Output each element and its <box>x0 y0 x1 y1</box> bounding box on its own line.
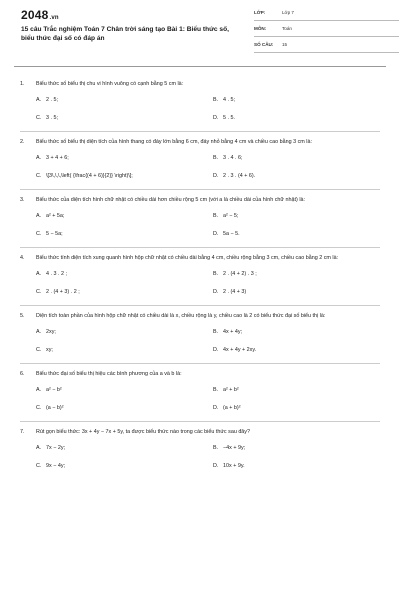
option-text: 3 . 4 . 6; <box>223 155 243 161</box>
answer-option-d[interactable] <box>213 463 245 469</box>
logo-text: 2048 <box>21 8 49 22</box>
question-number: 2. <box>20 139 25 145</box>
question-divider <box>20 305 380 306</box>
answer-option-c[interactable] <box>36 173 133 179</box>
question-number: 4. <box>20 255 25 261</box>
logo-suffix: .vn <box>49 15 59 21</box>
question-stem <box>20 428 380 437</box>
option-text: a² − 5; <box>223 213 239 219</box>
option-letter: C. <box>36 289 42 295</box>
answer-options <box>36 89 380 127</box>
question-divider <box>20 363 380 364</box>
option-letter: D. <box>213 115 219 121</box>
option-text: xy; <box>46 347 53 353</box>
answer-option-d[interactable] <box>213 289 246 295</box>
answer-option-d[interactable] <box>213 173 255 179</box>
option-letter: B. <box>213 155 219 161</box>
option-text: 9x − 4y; <box>46 463 66 469</box>
question-stem <box>20 370 380 379</box>
meta-panel <box>254 6 399 54</box>
option-letter: C. <box>36 347 42 353</box>
meta-label: SỐ CÂU: <box>254 42 274 47</box>
question-divider <box>20 131 380 132</box>
question-number: 6. <box>20 371 25 377</box>
question-item <box>20 254 380 306</box>
option-letter: A. <box>36 445 42 451</box>
question-text: Biểu thức của diện tích hình chữ nhật có chiều dài hơn chiều rộng 5 cm (với a là chiều dài của hình chữ nhật) là: <box>36 197 306 203</box>
answer-options <box>36 437 380 475</box>
answer-option-b[interactable] <box>213 213 238 219</box>
site-logo[interactable] <box>21 8 59 22</box>
option-letter: C. <box>36 231 42 237</box>
answer-option-b[interactable] <box>213 155 242 161</box>
option-text: 10x + 9y. <box>223 463 245 469</box>
meta-row-class <box>254 6 399 21</box>
option-letter: D. <box>213 463 219 469</box>
answer-option-d[interactable] <box>213 115 235 121</box>
option-text: 2 . (4 + 3) <box>223 289 247 295</box>
option-text: 5a − 5. <box>223 231 240 237</box>
question-divider <box>20 247 380 248</box>
option-text: −4x + 9y; <box>223 445 246 451</box>
option-text: a² − b² <box>46 387 62 393</box>
answer-option-c[interactable] <box>36 289 80 295</box>
option-letter: A. <box>36 387 42 393</box>
option-text: 2 . (4 + 2) . 3 ; <box>223 271 257 277</box>
option-letter: C. <box>36 405 42 411</box>
option-text: 3 + 4 + 6; <box>46 155 69 161</box>
option-text: 2 . 3 . (4 + 6). <box>223 173 256 179</box>
question-divider <box>20 421 380 422</box>
meta-value: Toán <box>282 26 292 31</box>
question-number: 7. <box>20 429 25 435</box>
header <box>21 6 381 58</box>
question-number: 5. <box>20 313 25 319</box>
option-text: a² + 5a; <box>46 213 65 219</box>
answer-option-c[interactable] <box>36 231 63 237</box>
option-text: 4 . 5; <box>223 97 235 103</box>
option-letter: C. <box>36 115 42 121</box>
option-letter: A. <box>36 329 42 335</box>
question-item <box>20 80 380 132</box>
option-text: 5 . 5. <box>223 115 235 121</box>
question-stem <box>20 138 380 147</box>
answer-options <box>36 379 380 417</box>
option-letter: B. <box>213 445 219 451</box>
question-text: Biểu thức tính diện tích xung quanh hình hộp chữ nhật có chiều dài bằng 4 cm, chiều rộng bằng 3 cm, chiều cao bằng 2 cm là: <box>36 255 339 261</box>
option-text: 4x + 4y + 2xy. <box>223 347 257 353</box>
answer-option-b[interactable] <box>213 329 242 335</box>
option-letter: A. <box>36 97 42 103</box>
answer-options <box>36 321 380 359</box>
option-letter: A. <box>36 213 42 219</box>
answer-option-c[interactable] <box>36 347 53 353</box>
question-stem <box>20 254 380 263</box>
document-title: 15 câu Trắc nghiệm Toán 7 Chân trời sáng tạo Bài 1: Biểu thức số, biểu thức đại số có đáp án <box>21 26 229 42</box>
answer-option-a[interactable] <box>36 213 64 219</box>
question-item <box>20 370 380 422</box>
meta-row-subject <box>254 22 399 37</box>
question-item <box>20 312 380 364</box>
option-text: (a + b)² <box>223 405 241 411</box>
answer-options <box>36 147 380 185</box>
answer-option-d[interactable] <box>213 347 256 353</box>
option-letter: D. <box>213 405 219 411</box>
option-text: a² + b² <box>223 387 239 393</box>
answer-option-d[interactable] <box>213 231 240 237</box>
meta-value: 15 <box>282 42 288 47</box>
answer-options <box>36 205 380 243</box>
option-letter: C. <box>36 173 42 179</box>
answer-option-c[interactable] <box>36 463 65 469</box>
option-letter: D. <box>213 347 219 353</box>
option-text: (a − b)² <box>46 405 64 411</box>
question-item <box>20 138 380 190</box>
option-text: 2xy; <box>46 329 56 335</box>
answer-option-a[interactable] <box>36 329 56 335</box>
header-divider <box>14 66 386 67</box>
answer-option-a[interactable] <box>36 387 62 393</box>
option-letter: B. <box>213 97 219 103</box>
option-letter: D. <box>213 173 219 179</box>
answer-option-a[interactable] <box>36 271 67 277</box>
option-letter: A. <box>36 155 42 161</box>
meta-label: LỚP: <box>254 10 266 15</box>
question-stem <box>20 312 380 321</box>
option-text: 4x + 4y; <box>223 329 243 335</box>
option-letter: A. <box>36 271 42 277</box>
option-letter: B. <box>213 213 219 219</box>
option-letter: C. <box>36 463 42 469</box>
answer-option-a[interactable] <box>36 155 69 161</box>
question-text: Biểu thức số biểu thị diện tích của hình thang có đáy lớn bằng 6 cm, đáy nhỏ bằng 4 cm và chiều cao bằng 3 cm là: <box>36 139 312 145</box>
question-text: Diện tích toàn phần của hình hộp chữ nhật có chiều dài là x, chiều rộng là y, chiều cao là 2 có biểu thức đại số biểu thị là: <box>36 313 326 319</box>
answer-option-c[interactable] <box>36 115 58 121</box>
option-text: 2 . (4 + 3) . 2 ; <box>46 289 80 295</box>
question-stem <box>20 196 380 205</box>
option-letter: B. <box>213 271 219 277</box>
option-letter: D. <box>213 289 219 295</box>
option-text: 2 . 5; <box>46 97 58 103</box>
answer-option-a[interactable] <box>36 445 65 451</box>
answer-option-c[interactable] <box>36 405 64 411</box>
question-divider <box>20 189 380 190</box>
answer-option-d[interactable] <box>213 405 241 411</box>
answer-options <box>36 263 380 301</box>
question-text: Rút gọn biểu thức: 3x + 4y − 7x + 5y, ta được biểu thức nào trong các biểu thức sau đây? <box>36 429 251 435</box>
question-item <box>20 196 380 248</box>
question-text: Biểu thức đại số biểu thị hiệu các bình phương của a và b là: <box>36 371 182 377</box>
answer-option-b[interactable] <box>213 97 235 103</box>
answer-option-b[interactable] <box>213 445 245 451</box>
answer-option-b[interactable] <box>213 271 257 277</box>
question-text: Biểu thức số biểu thị chu vi hình vuông có cạnh bằng 5 cm là: <box>36 81 184 87</box>
question-list <box>20 80 380 475</box>
answer-option-a[interactable] <box>36 97 58 103</box>
meta-row-count <box>254 38 399 53</box>
question-number: 1. <box>20 81 25 87</box>
answer-option-b[interactable] <box>213 387 239 393</box>
option-letter: D. <box>213 231 219 237</box>
option-text: 3 . 5; <box>46 115 58 121</box>
option-text: 5 − 5a; <box>46 231 63 237</box>
option-letter: B. <box>213 329 219 335</box>
option-text: 4 . 3 . 2 ; <box>46 271 67 277</box>
option-text: \[3\,\,\,\left( {\frac{(4 + 6)}{2}} \right)\]; <box>46 173 133 179</box>
meta-value: Lớp 7 <box>282 10 294 15</box>
meta-label: MÔN: <box>254 26 267 31</box>
option-text: 7x − 2y; <box>46 445 66 451</box>
question-item <box>20 428 380 475</box>
question-number: 3. <box>20 197 25 203</box>
option-letter: B. <box>213 387 219 393</box>
question-stem <box>20 80 380 89</box>
